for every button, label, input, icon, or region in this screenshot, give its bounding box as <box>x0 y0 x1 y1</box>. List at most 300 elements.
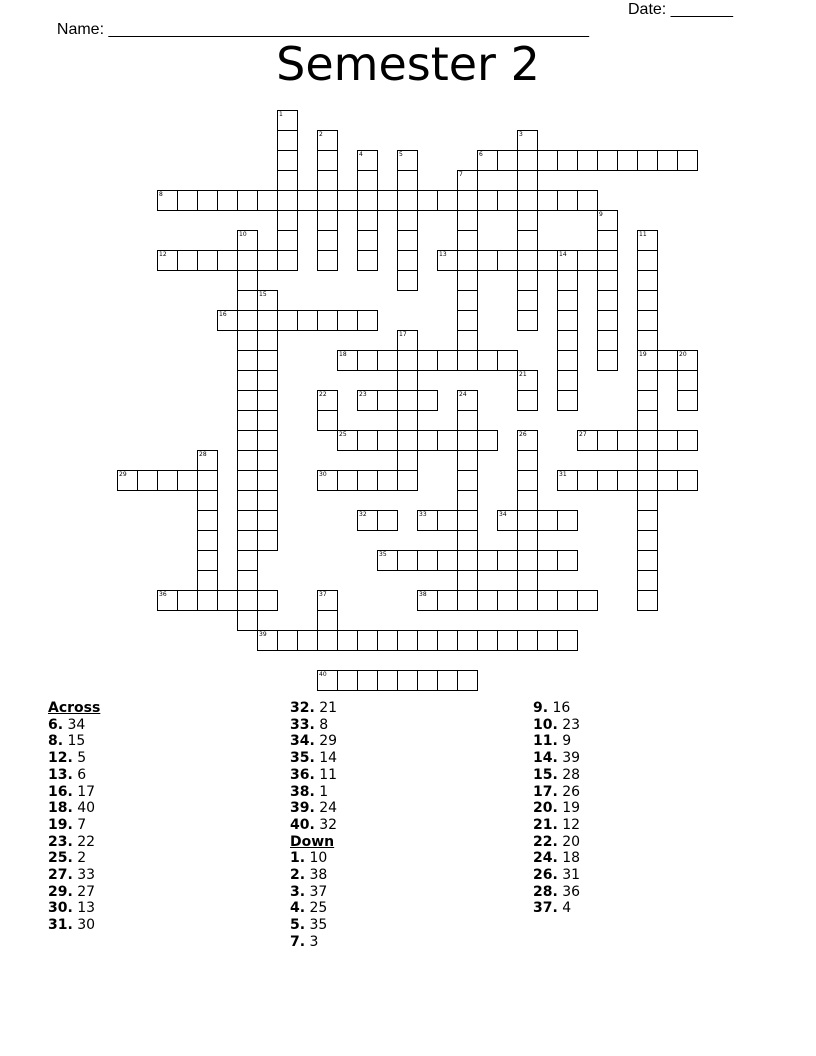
grid-cell[interactable] <box>237 490 258 511</box>
grid-cell[interactable] <box>317 250 338 271</box>
grid-cell[interactable] <box>277 310 298 331</box>
grid-cell[interactable] <box>397 550 418 571</box>
grid-cell[interactable] <box>137 470 158 491</box>
grid-cell[interactable] <box>257 370 278 391</box>
grid-cell[interactable] <box>397 350 418 371</box>
grid-cell[interactable] <box>637 550 658 571</box>
grid-cell[interactable] <box>457 670 478 691</box>
grid-cell[interactable] <box>457 550 478 571</box>
grid-cell[interactable] <box>457 310 478 331</box>
grid-cell[interactable] <box>257 250 278 271</box>
grid-cell[interactable] <box>257 530 278 551</box>
grid-cell[interactable] <box>337 430 358 451</box>
grid-cell[interactable] <box>217 190 238 211</box>
grid-cell[interactable] <box>197 550 218 571</box>
grid-cell[interactable] <box>577 190 598 211</box>
grid-cell[interactable] <box>377 550 398 571</box>
grid-cell[interactable] <box>557 150 578 171</box>
grid-cell[interactable] <box>437 510 458 531</box>
grid-cell[interactable] <box>497 190 518 211</box>
clue-text: 32 <box>314 816 338 833</box>
grid-cell[interactable] <box>157 470 178 491</box>
grid-cell[interactable] <box>217 590 238 611</box>
grid-cell[interactable] <box>517 310 538 331</box>
grid-cell[interactable] <box>197 490 218 511</box>
grid-cell[interactable] <box>617 150 638 171</box>
clue-item <box>290 750 337 767</box>
grid-cell[interactable] <box>437 590 458 611</box>
grid-cell[interactable] <box>237 350 258 371</box>
grid-cell[interactable] <box>237 410 258 431</box>
grid-cell[interactable] <box>637 230 658 251</box>
grid-cell[interactable] <box>417 550 438 571</box>
grid-cell[interactable] <box>477 430 498 451</box>
grid-cell[interactable] <box>417 190 438 211</box>
grid-cell[interactable] <box>317 130 338 151</box>
grid-cell[interactable] <box>237 370 258 391</box>
grid-cell[interactable] <box>397 430 418 451</box>
grid-cell[interactable] <box>317 230 338 251</box>
grid-cell[interactable] <box>637 390 658 411</box>
grid-cell[interactable] <box>237 230 258 251</box>
grid-cell[interactable] <box>197 250 218 271</box>
grid-cell[interactable] <box>197 450 218 471</box>
grid-cell[interactable] <box>657 150 678 171</box>
grid-cell[interactable] <box>397 330 418 351</box>
grid-cell[interactable] <box>357 430 378 451</box>
grid-cell[interactable] <box>657 430 678 451</box>
grid-cell[interactable] <box>237 330 258 351</box>
grid-cell[interactable] <box>257 310 278 331</box>
grid-cell[interactable] <box>677 430 698 451</box>
grid-cell[interactable] <box>277 210 298 231</box>
grid-cell[interactable] <box>577 470 598 491</box>
grid-cell[interactable] <box>317 310 338 331</box>
grid-cell[interactable] <box>537 630 558 651</box>
grid-cell[interactable] <box>317 470 338 491</box>
grid-cell[interactable] <box>197 590 218 611</box>
grid-cell[interactable] <box>517 530 538 551</box>
grid-cell[interactable] <box>537 550 558 571</box>
grid-cell[interactable] <box>357 350 378 371</box>
grid-cell[interactable] <box>657 350 678 371</box>
grid-cell[interactable] <box>517 370 538 391</box>
grid-cell[interactable] <box>637 370 658 391</box>
grid-cell[interactable] <box>477 350 498 371</box>
grid-cell[interactable] <box>317 170 338 191</box>
grid-cell[interactable] <box>357 630 378 651</box>
grid-cell[interactable] <box>557 290 578 311</box>
grid-cell[interactable] <box>357 470 378 491</box>
grid-cell[interactable] <box>277 250 298 271</box>
grid-cell[interactable] <box>417 590 438 611</box>
grid-cell[interactable] <box>357 230 378 251</box>
grid-cell[interactable] <box>577 430 598 451</box>
grid-cell[interactable] <box>437 630 458 651</box>
grid-cell[interactable] <box>417 510 438 531</box>
grid-cell[interactable] <box>257 290 278 311</box>
grid-cell[interactable] <box>397 450 418 471</box>
grid-cell[interactable] <box>477 250 498 271</box>
grid-cell[interactable] <box>257 410 278 431</box>
grid-cell[interactable] <box>237 570 258 591</box>
grid-cell[interactable] <box>457 170 478 191</box>
grid-cell[interactable] <box>257 490 278 511</box>
grid-cell[interactable] <box>557 190 578 211</box>
grid-cell[interactable] <box>617 430 638 451</box>
grid-cell[interactable] <box>397 190 418 211</box>
grid-cell[interactable] <box>677 390 698 411</box>
grid-cell[interactable] <box>517 250 538 271</box>
grid-cell[interactable] <box>237 590 258 611</box>
clue-number: 16 <box>219 311 227 318</box>
grid-cell[interactable] <box>517 590 538 611</box>
grid-cell[interactable] <box>277 110 298 131</box>
grid-cell[interactable] <box>517 270 538 291</box>
grid-cell[interactable] <box>497 550 518 571</box>
grid-cell[interactable] <box>617 470 638 491</box>
grid-cell[interactable] <box>537 250 558 271</box>
grid-cell[interactable] <box>317 410 338 431</box>
grid-cell[interactable] <box>397 210 418 231</box>
grid-cell[interactable] <box>497 150 518 171</box>
grid-cell[interactable] <box>237 310 258 331</box>
grid-cell[interactable] <box>237 290 258 311</box>
grid-cell[interactable] <box>317 210 338 231</box>
grid-cell[interactable] <box>637 290 658 311</box>
grid-cell[interactable] <box>397 670 418 691</box>
grid-cell[interactable] <box>257 430 278 451</box>
grid-cell[interactable] <box>557 270 578 291</box>
grid-cell[interactable] <box>177 190 198 211</box>
grid-cell[interactable] <box>517 230 538 251</box>
grid-cell[interactable] <box>397 230 418 251</box>
grid-cell[interactable] <box>297 310 318 331</box>
grid-cell[interactable] <box>577 590 598 611</box>
grid-cell[interactable] <box>457 490 478 511</box>
grid-cell[interactable] <box>237 610 258 631</box>
grid-cell[interactable] <box>557 630 578 651</box>
grid-cell[interactable] <box>517 190 538 211</box>
name-field-label[interactable]: Name: ______________________________________________________ <box>56 21 589 38</box>
grid-cell[interactable] <box>597 470 618 491</box>
grid-cell[interactable] <box>637 530 658 551</box>
grid-cell[interactable] <box>337 350 358 371</box>
grid-cell[interactable] <box>197 570 218 591</box>
grid-cell[interactable] <box>237 430 258 451</box>
grid-cell[interactable] <box>457 190 478 211</box>
grid-cell[interactable] <box>637 430 658 451</box>
grid-cell[interactable] <box>277 230 298 251</box>
grid-cell[interactable] <box>597 150 618 171</box>
grid-cell[interactable] <box>637 590 658 611</box>
grid-cell[interactable] <box>117 470 138 491</box>
grid-cell[interactable] <box>197 470 218 491</box>
grid-cell[interactable] <box>397 410 418 431</box>
grid-cell[interactable] <box>317 630 338 651</box>
grid-cell[interactable] <box>277 170 298 191</box>
grid-cell[interactable] <box>237 250 258 271</box>
grid-cell[interactable] <box>597 210 618 231</box>
grid-cell[interactable] <box>597 330 618 351</box>
grid-cell[interactable] <box>637 410 658 431</box>
grid-cell[interactable] <box>637 450 658 471</box>
grid-cell[interactable] <box>277 190 298 211</box>
grid-cell[interactable] <box>377 510 398 531</box>
grid-cell[interactable] <box>417 430 438 451</box>
grid-cell[interactable] <box>297 630 318 651</box>
grid-cell[interactable] <box>237 270 258 291</box>
grid-cell[interactable] <box>417 670 438 691</box>
grid-cell[interactable] <box>557 250 578 271</box>
grid-cell[interactable] <box>217 310 238 331</box>
grid-cell[interactable] <box>497 250 518 271</box>
grid-cell[interactable] <box>317 190 338 211</box>
grid-cell[interactable] <box>257 630 278 651</box>
grid-cell[interactable] <box>637 350 658 371</box>
grid-cell[interactable] <box>557 330 578 351</box>
grid-cell[interactable] <box>517 550 538 571</box>
grid-cell[interactable] <box>657 470 678 491</box>
grid-cell[interactable] <box>397 370 418 391</box>
grid-cell[interactable] <box>637 470 658 491</box>
grid-cell[interactable] <box>497 510 518 531</box>
grid-cell[interactable] <box>177 470 198 491</box>
grid-cell[interactable] <box>517 390 538 411</box>
grid-cell[interactable] <box>357 390 378 411</box>
grid-cell[interactable] <box>317 590 338 611</box>
grid-cell[interactable] <box>497 350 518 371</box>
grid-cell[interactable] <box>677 370 698 391</box>
grid-cell[interactable] <box>237 530 258 551</box>
grid-cell[interactable] <box>377 630 398 651</box>
grid-cell[interactable] <box>337 630 358 651</box>
grid-cell[interactable] <box>597 290 618 311</box>
grid-cell[interactable] <box>157 190 178 211</box>
grid-cell[interactable] <box>257 470 278 491</box>
grid-cell[interactable] <box>417 630 438 651</box>
grid-cell[interactable] <box>237 450 258 471</box>
grid-cell[interactable] <box>277 150 298 171</box>
grid-cell[interactable] <box>377 390 398 411</box>
grid-cell[interactable] <box>257 450 278 471</box>
grid-cell[interactable] <box>637 330 658 351</box>
grid-cell[interactable] <box>437 350 458 371</box>
grid-cell[interactable] <box>517 150 538 171</box>
grid-cell[interactable] <box>457 390 478 411</box>
grid-cell[interactable] <box>457 570 478 591</box>
grid-cell[interactable] <box>157 250 178 271</box>
grid-cell[interactable] <box>457 430 478 451</box>
grid-cell[interactable] <box>237 510 258 531</box>
grid-cell[interactable] <box>577 250 598 271</box>
grid-cell[interactable] <box>337 470 358 491</box>
grid-cell[interactable] <box>257 350 278 371</box>
grid-cell[interactable] <box>457 530 478 551</box>
grid-cell[interactable] <box>457 470 478 491</box>
grid-cell[interactable] <box>237 390 258 411</box>
grid-cell[interactable] <box>637 310 658 331</box>
grid-cell[interactable] <box>377 470 398 491</box>
grid-cell[interactable] <box>677 350 698 371</box>
grid-cell[interactable] <box>397 470 418 491</box>
grid-cell[interactable] <box>477 630 498 651</box>
grid-cell[interactable] <box>357 250 378 271</box>
grid-cell[interactable] <box>557 310 578 331</box>
grid-cell[interactable] <box>457 630 478 651</box>
grid-cell[interactable] <box>637 250 658 271</box>
grid-cell[interactable] <box>557 510 578 531</box>
grid-cell[interactable] <box>497 590 518 611</box>
grid-cell[interactable] <box>357 210 378 231</box>
clue-number-label: 7. <box>290 933 306 950</box>
grid-cell[interactable] <box>337 310 358 331</box>
grid-cell[interactable] <box>637 510 658 531</box>
grid-cell[interactable] <box>417 350 438 371</box>
grid-cell[interactable] <box>217 250 238 271</box>
grid-cell[interactable] <box>577 150 598 171</box>
grid-cell[interactable] <box>177 250 198 271</box>
grid-cell[interactable] <box>517 210 538 231</box>
grid-cell[interactable] <box>557 550 578 571</box>
grid-cell[interactable] <box>257 330 278 351</box>
grid-cell[interactable] <box>317 150 338 171</box>
grid-cell[interactable] <box>597 430 618 451</box>
grid-cell[interactable] <box>437 430 458 451</box>
grid-cell[interactable] <box>517 290 538 311</box>
grid-cell[interactable] <box>357 170 378 191</box>
grid-cell[interactable] <box>457 270 478 291</box>
grid-cell[interactable] <box>377 350 398 371</box>
grid-cell[interactable] <box>637 490 658 511</box>
grid-cell[interactable] <box>157 590 178 611</box>
grid-cell[interactable] <box>517 470 538 491</box>
grid-cell[interactable] <box>637 150 658 171</box>
grid-cell[interactable] <box>557 590 578 611</box>
grid-cell[interactable] <box>277 630 298 651</box>
grid-cell[interactable] <box>277 130 298 151</box>
grid-cell[interactable] <box>457 510 478 531</box>
grid-cell[interactable] <box>517 490 538 511</box>
grid-cell[interactable] <box>537 590 558 611</box>
grid-cell[interactable] <box>437 670 458 691</box>
grid-cell[interactable] <box>517 510 538 531</box>
grid-cell[interactable] <box>517 430 538 451</box>
grid-cell[interactable] <box>477 550 498 571</box>
grid-cell[interactable] <box>457 350 478 371</box>
date-field-label[interactable]: Date: _______ <box>628 1 733 18</box>
grid-cell[interactable] <box>257 390 278 411</box>
grid-cell[interactable] <box>557 350 578 371</box>
grid-cell[interactable] <box>517 570 538 591</box>
grid-cell[interactable] <box>197 510 218 531</box>
grid-cell[interactable] <box>597 270 618 291</box>
grid-cell[interactable] <box>637 270 658 291</box>
grid-cell[interactable] <box>457 230 478 251</box>
grid-cell[interactable] <box>337 190 358 211</box>
grid-cell[interactable] <box>597 250 618 271</box>
grid-cell[interactable] <box>457 450 478 471</box>
grid-cell[interactable] <box>477 190 498 211</box>
grid-cell[interactable] <box>257 510 278 531</box>
grid-cell[interactable] <box>317 610 338 631</box>
grid-cell[interactable] <box>377 430 398 451</box>
grid-cell[interactable] <box>377 190 398 211</box>
grid-cell[interactable] <box>537 190 558 211</box>
grid-cell[interactable] <box>377 670 398 691</box>
grid-cell[interactable] <box>437 250 458 271</box>
grid-cell[interactable] <box>257 190 278 211</box>
grid-cell[interactable] <box>477 150 498 171</box>
grid-cell[interactable] <box>237 470 258 491</box>
grid-cell[interactable] <box>397 170 418 191</box>
grid-cell[interactable] <box>557 390 578 411</box>
grid-cell[interactable] <box>257 590 278 611</box>
grid-cell[interactable] <box>597 310 618 331</box>
grid-cell[interactable] <box>337 670 358 691</box>
grid-cell[interactable] <box>457 410 478 431</box>
grid-cell[interactable] <box>397 250 418 271</box>
grid-cell[interactable] <box>597 230 618 251</box>
grid-cell[interactable] <box>197 530 218 551</box>
grid-cell[interactable] <box>297 190 318 211</box>
grid-cell[interactable] <box>397 390 418 411</box>
grid-cell[interactable] <box>517 170 538 191</box>
grid-cell[interactable] <box>437 550 458 571</box>
grid-cell[interactable] <box>317 670 338 691</box>
grid-cell[interactable] <box>557 470 578 491</box>
grid-cell[interactable] <box>397 630 418 651</box>
grid-cell[interactable] <box>457 250 478 271</box>
grid-cell[interactable] <box>597 350 618 371</box>
grid-cell[interactable] <box>437 190 458 211</box>
grid-cell[interactable] <box>517 630 538 651</box>
grid-cell[interactable] <box>537 510 558 531</box>
grid-cell[interactable] <box>357 670 378 691</box>
grid-cell[interactable] <box>397 150 418 171</box>
grid-cell[interactable] <box>457 590 478 611</box>
grid-cell[interactable] <box>357 190 378 211</box>
grid-cell[interactable] <box>517 450 538 471</box>
grid-cell[interactable] <box>517 130 538 151</box>
grid-cell[interactable] <box>537 150 558 171</box>
grid-cell[interactable] <box>357 510 378 531</box>
clue-text: 9 <box>557 733 572 750</box>
clue-item <box>533 733 580 750</box>
grid-cell[interactable] <box>637 570 658 591</box>
grid-cell[interactable] <box>457 290 478 311</box>
grid-cell[interactable] <box>457 210 478 231</box>
grid-cell[interactable] <box>237 550 258 571</box>
grid-cell[interactable] <box>477 590 498 611</box>
grid-cell[interactable] <box>457 330 478 351</box>
grid-cell[interactable] <box>497 630 518 651</box>
grid-cell[interactable] <box>197 190 218 211</box>
grid-cell[interactable] <box>397 270 418 291</box>
grid-cell[interactable] <box>417 390 438 411</box>
clue-text: 15 <box>63 733 86 750</box>
grid-cell[interactable] <box>237 190 258 211</box>
grid-cell[interactable] <box>677 470 698 491</box>
grid-cell[interactable] <box>317 390 338 411</box>
grid-cell[interactable] <box>177 590 198 611</box>
grid-cell[interactable] <box>557 370 578 391</box>
clue-number: 35 <box>379 551 387 558</box>
grid-cell[interactable] <box>357 310 378 331</box>
clue-number: 15 <box>259 291 267 298</box>
grid-cell[interactable] <box>357 150 378 171</box>
grid-cell[interactable] <box>677 150 698 171</box>
